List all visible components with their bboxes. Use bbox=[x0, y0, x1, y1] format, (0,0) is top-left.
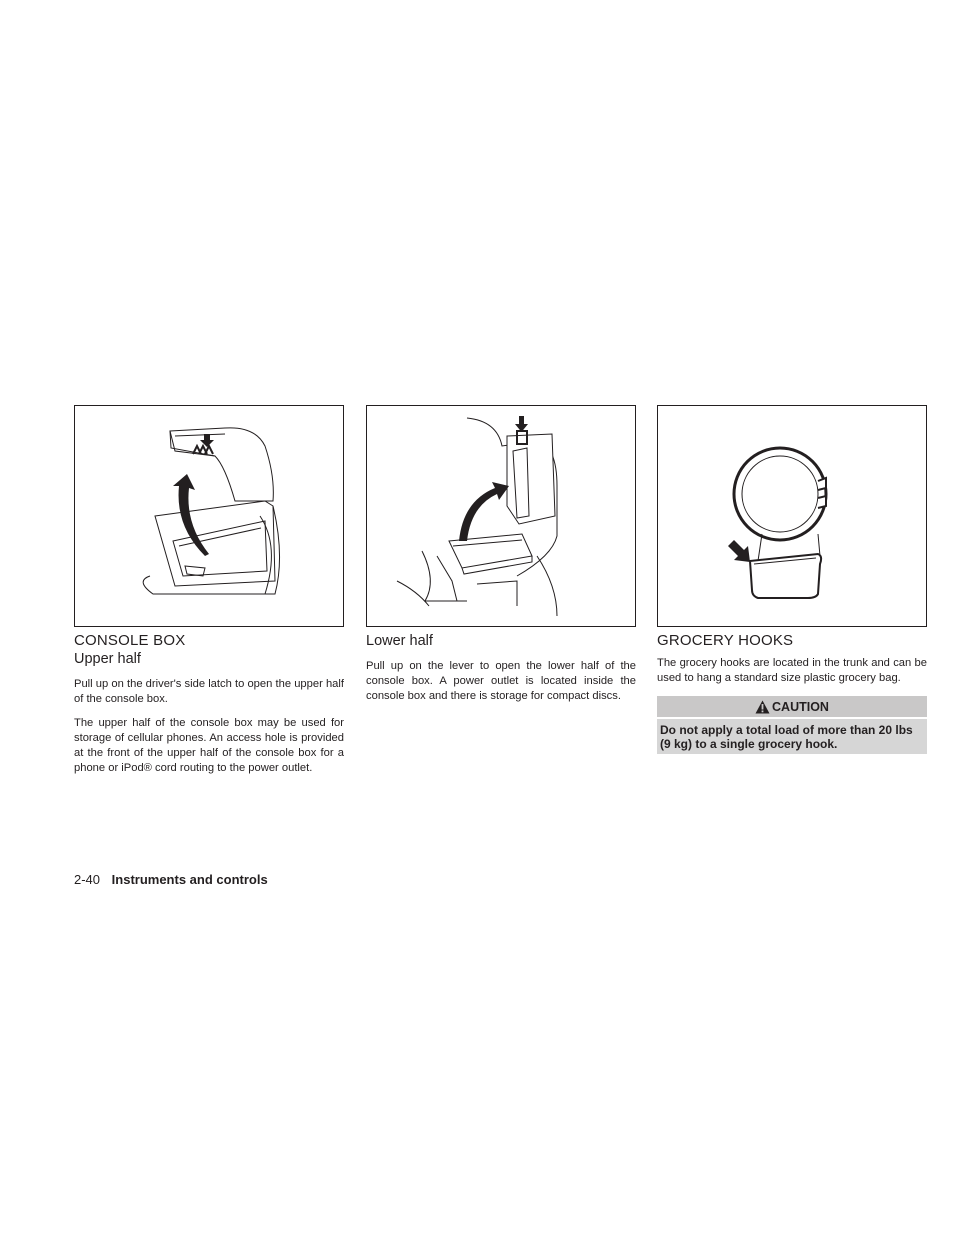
upper-half-subheading: Upper half bbox=[74, 651, 141, 667]
caution-text: Do not apply a total load of more than 20 lbs (9 kg) to a single grocery hook. bbox=[657, 719, 927, 754]
lower-half-paragraph-1: Pull up on the lever to open the lower half of the console box. A power outlet is located inside the console box and there is storage for compact discs. bbox=[366, 660, 636, 702]
lower-half-column bbox=[366, 405, 636, 704]
grocery-hooks-paragraph-1: The grocery hooks are located in the trunk and can be used to hang a standard size plastic grocery bag. bbox=[657, 657, 927, 684]
section-title: Instruments and controls bbox=[111, 872, 268, 887]
lower-half-heading: Lower half bbox=[366, 633, 433, 649]
grocery-hooks-heading: GROCERY HOOKS bbox=[657, 632, 794, 649]
caution-header bbox=[657, 696, 927, 717]
console-box-heading: CONSOLE BOX bbox=[74, 632, 186, 649]
grocery-hook-illustration bbox=[657, 405, 927, 627]
page-number: 2-40 bbox=[74, 872, 101, 887]
caution-label: CAUTION bbox=[772, 699, 829, 714]
console-lower-half-illustration bbox=[366, 405, 636, 627]
console-paragraph-1: Pull up on the driver's side latch to open the upper half of the console box. bbox=[74, 678, 344, 705]
console-lower-illustration-svg bbox=[367, 406, 635, 626]
console-box-column bbox=[74, 405, 344, 776]
page-footer bbox=[74, 872, 268, 887]
warning-triangle-icon bbox=[755, 700, 770, 714]
grocery-hook-illustration-svg bbox=[658, 406, 926, 626]
grocery-hooks-column bbox=[657, 405, 927, 754]
console-paragraph-2: The upper half of the console box may be used for storage of cellular phones. An access hole is provided at the front of the upper half of the console box for a phone or iPod® cord routing to the power outlet. bbox=[74, 717, 344, 774]
console-upper-illustration-svg bbox=[75, 406, 343, 626]
console-upper-half-illustration bbox=[74, 405, 344, 627]
